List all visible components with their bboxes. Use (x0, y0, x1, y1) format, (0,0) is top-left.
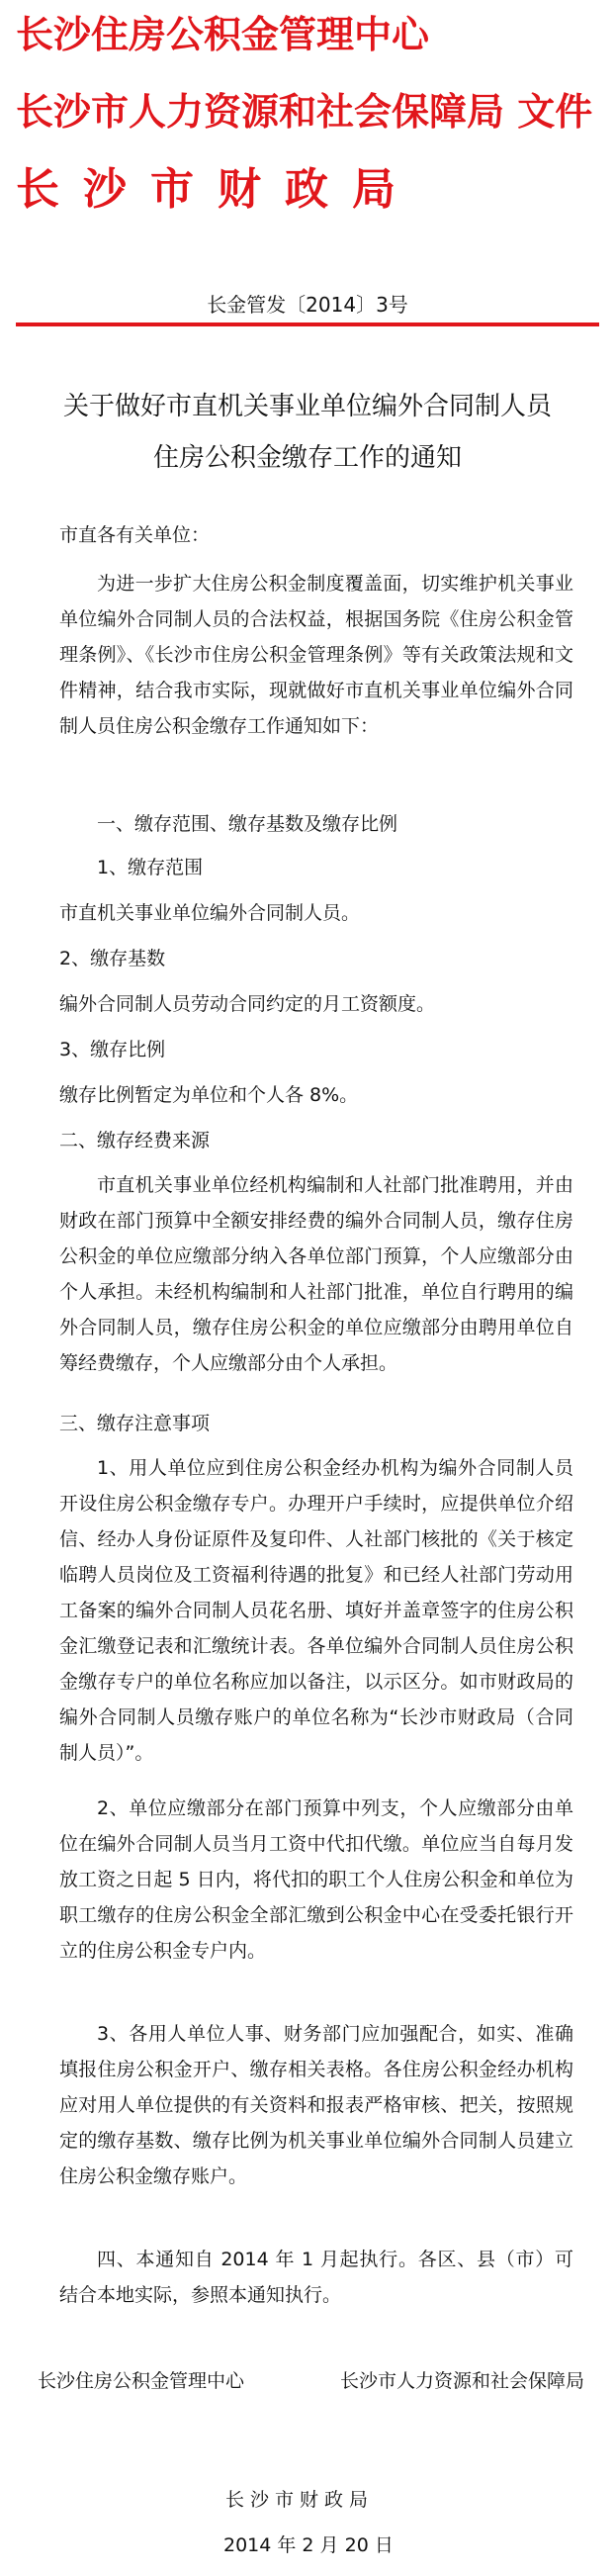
header-issuer-1: 长沙住房公积金管理中心 (16, 13, 430, 56)
section-3-item-3: 3、各用人单位人事、财务部门应加强配合，如实、准确填报住房公积金开户、缴存相关表格。各住房公积金经办机构应对用人单位提供的有关资料和报表严格审核、把关，按照规定的缴存基数、缴存比例为机关事业单位编外合同制人员建立住房公积金缴存账户。 (59, 2023, 573, 2187)
issue-date: 2014 年 2 月 20 日 (223, 2534, 394, 2556)
section-2-text: 市直机关事业单位经机构编制和人社部门批准聘用，并由财政在部门预算中全额安排经费的编外合同制人员，缴存住房公积金的单位应缴部分纳入各单位部门预算，个人应缴部分由个人承担。未经机构编制和人社部门批准，单位自行聘用的编外合同制人员，缴存住房公积金的单位应缴部分由聘用单位自筹经费缴存，个人应缴部分由个人承担。 (59, 1174, 573, 1374)
document-number: 长金管发〔2014〕3号 (207, 293, 408, 317)
section-2-heading: 二、缴存经费来源 (59, 1130, 211, 1151)
section-1-3-heading: 3、缴存比例 (59, 1039, 166, 1060)
salutation: 市直各有关单位： (59, 524, 211, 546)
signature-hrss-bureau: 长沙市人力资源和社会保障局 (340, 2370, 585, 2392)
section-4-text: 四、本通知自 2014 年 1 月起执行。各区、县（市）可结合本地实际，参照本通知执行。 (59, 2249, 573, 2306)
section-1-2-heading: 2、缴存基数 (59, 948, 166, 969)
signature-finance-bureau: 长沙市财政局 (225, 2489, 375, 2511)
document-title-line-1: 关于做好市直机关事业单位编外合同制人员 (62, 392, 552, 421)
header-issuer-3: 长沙市财政局 (16, 164, 419, 215)
section-3-item-2: 2、单位应缴部分在部门预算中列支，个人应缴部分由单位在编外合同制人员当月工资中代扣代缴。单位应当自每月发放工资之日起 5 日内，将代扣的职工个人住房公积金和单位为职工缴存的住房公积金全部汇缴到公积金中心在受委托银行开立的住房公积金专户内。 (59, 1797, 573, 1962)
document-title-line-2: 住房公积金缴存工作的通知 (152, 443, 462, 473)
section-1-3-text: 缴存比例暂定为单位和个人各 8%。 (59, 1084, 359, 1106)
header-divider (16, 322, 599, 326)
section-1-2-text: 编外合同制人员劳动合同约定的月工资额度。 (59, 993, 436, 1015)
section-1-heading: 一、缴存范围、缴存基数及缴存比例 (97, 813, 398, 835)
section-1-1-heading: 1、缴存范围 (97, 857, 204, 878)
signature-housing-fund-center: 长沙住房公积金管理中心 (38, 2370, 245, 2392)
header-issuer-2: 长沙市人力资源和社会保障局 文件 (16, 90, 593, 134)
intro-paragraph: 为进一步扩大住房公积金制度覆盖面，切实维护机关事业单位编外合同制人员的合法权益，根据国务院《住房公积金管理条例》、《长沙市住房公积金管理条例》等有关政策法规和文件精神，结合我市实际，现就做好市直机关事业单位编外合同制人员住房公积金缴存工作通知如下： (59, 573, 573, 737)
section-3-heading: 三、缴存注意事项 (59, 1413, 211, 1434)
section-1-1-text: 市直机关事业单位编外合同制人员。 (59, 902, 361, 924)
section-3-item-1: 1、用人单位应到住房公积金经办机构为编外合同制人员开设住房公积金缴存专户。办理开户手续时，应提供单位介绍信、经办人身份证原件及复印件、人社部门核批的《关于核定临聘人员岗位及工资福利待遇的批复》和已经人社部门劳动用工备案的编外合同制人员花名册、填好并盖章签字的住房公积金汇缴登记表和汇缴统计表。各单位编外合同制人员住房公积金缴存专户的单位名称应加以备注，以示区分。如市财政局的编外合同制人员缴存账户的单位名称为“长沙市财政局（合同制人员）”。 (59, 1457, 573, 1764)
